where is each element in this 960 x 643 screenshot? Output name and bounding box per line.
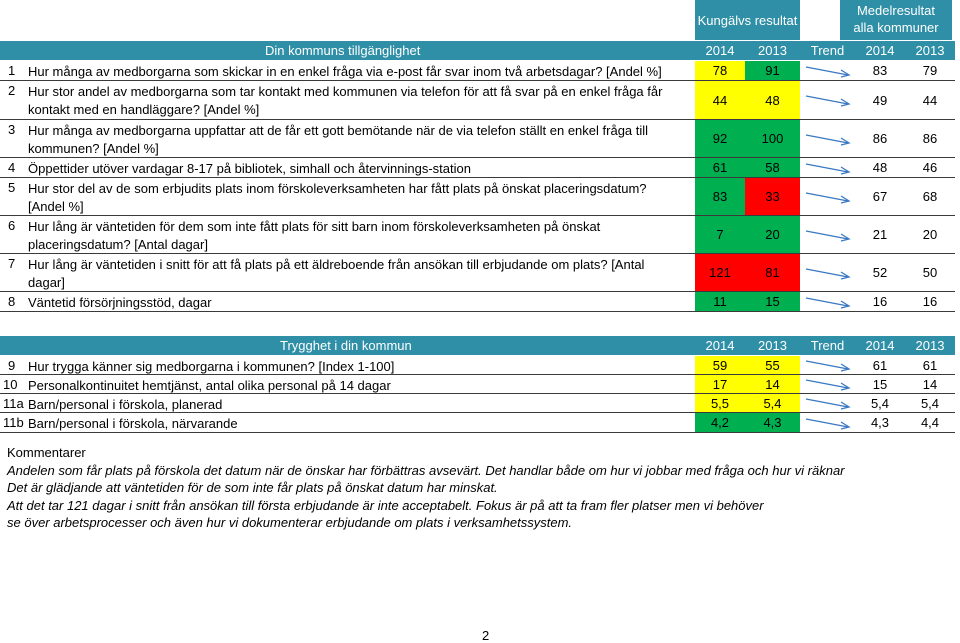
average-label-line2: alla kommuner [853,20,939,35]
question-line: Barn/personal i förskola, närvarande [28,416,238,431]
table-row [0,356,955,375]
trend-arrow-icon [804,358,852,372]
value-2014: 11 [695,292,745,311]
trend-arrow-icon [804,266,852,280]
row-number: 5 [8,180,16,195]
question-text [28,358,678,376]
question-text [28,83,678,119]
value-2014: 17 [695,375,745,393]
avg-value-2014: 67 [872,189,888,204]
avg-value-2014: 5,4 [870,395,890,411]
row-number: 10 [3,377,18,392]
avg-value-2013: 44 [922,92,938,108]
avg-value-2013: 86 [922,131,938,146]
value-2013: 81 [745,254,800,291]
value-2014: 92 [695,120,745,157]
trend-cell [800,413,855,432]
row-number: 2 [8,83,16,98]
section2-header [0,336,955,355]
comment-line: Att det tar 121 dagar i snitt från ansökan till första erbjudande är inte acceptabelt. Fokus är på att ta fram fler platser men vi behöver [7,497,764,513]
value-2013: 20 [745,216,800,253]
section1-table [0,61,955,312]
value-2013: 14 [745,375,800,393]
question-text [28,294,678,312]
section2-table [0,356,955,433]
trend-cell [800,375,855,393]
question-text [28,377,678,395]
table-row [0,158,955,178]
avg-value-2014: 52 [872,265,888,280]
question-text [28,122,678,158]
question-line: Hur många av medborgarna uppfattar att de får ett gott bemötande när de via telefon ställt en enkel fråga till [28,123,649,138]
row-number: 3 [8,122,16,137]
value-2014: 44 [695,81,745,119]
trend-arrow-icon [804,295,852,309]
section2-title: Trygghet i din kommun [280,338,412,353]
question-text [28,256,678,292]
trend-cell [800,292,855,311]
question-line: [Andel %] [28,199,84,214]
row-number: 1 [8,63,16,78]
avg-value-2013: 79 [922,63,938,78]
table-row [0,216,955,254]
table-row [0,61,955,81]
col-2013: 2013 [758,43,787,58]
row-number: 4 [8,160,16,175]
value-2014: 59 [695,356,745,374]
section1-header [0,41,955,60]
value-2013: 58 [745,158,800,177]
col-2014: 2014 [705,43,735,58]
col-avg-2013: 2013 [915,338,945,353]
avg-value-2013: 14 [922,376,938,392]
value-2014: 4,2 [695,413,745,432]
col-trend: Trend [810,43,845,58]
trend-arrow-icon [804,161,852,175]
value-2013: 100 [745,120,800,157]
avg-value-2014: 61 [872,357,888,373]
table-row [0,375,955,394]
avg-value-2014: 16 [872,294,888,309]
value-2014: 7 [695,216,745,253]
trend-cell [800,356,855,374]
question-text [28,180,678,216]
col-avg-2013: 2013 [915,43,945,58]
comment-line: Andelen som får plats på förskola det datum när de önskar har förbättras avsevärt. Det handlar både om hur vi jobbar med fråga och hur vi räknar [7,462,845,478]
row-number: 7 [8,256,16,271]
avg-value-2013: 5,4 [920,395,940,411]
avg-value-2013: 46 [922,160,938,175]
question-text [28,218,678,254]
comment-line: se över arbetsprocesser och även hur vi dokumenterar erbjudande om plats i verksamhetssystem. [7,515,573,530]
trend-arrow-icon [804,132,852,146]
row-number: 11a [3,396,24,411]
value-2014: 121 [695,254,745,291]
question-line: placeringsdatum? [Antal dagar] [28,237,208,252]
trend-arrow-icon [804,64,852,78]
question-line: dagar] [28,275,65,290]
section1-title: Din kommuns tillgänglighet [265,43,421,58]
comment-line: Det är glädjande att väntetiden för de som inte får plats på önskat datum har minskat. [7,480,498,495]
value-2013: 5,4 [745,394,800,412]
table-row [0,81,955,120]
average-result-label [840,0,952,40]
question-line: Öppettider utöver vardagar 8-17 på bibliotek, simhall och återvinnings-station [28,161,471,176]
value-2013: 15 [745,292,800,311]
col-2014: 2014 [705,338,735,353]
comments [7,444,845,532]
avg-value-2014: 49 [872,92,888,108]
value-2014: 83 [695,178,745,215]
value-2013: 55 [745,356,800,374]
trend-arrow-icon [804,377,852,391]
value-2013: 48 [745,81,800,119]
question-line: Personalkontinuitet hemtjänst, antal olika personal på 14 dagar [28,378,391,393]
trend-arrow-icon [804,228,852,242]
value-2014: 5,5 [695,394,745,412]
table-row [0,413,955,433]
page-number: 2 [482,628,490,643]
value-2014: 61 [695,158,745,177]
kommun-result-label: Kungälvs resultat [695,0,800,40]
question-line: Hur trygga känner sig medborgarna i kommunen? [Index 1-100] [28,359,395,374]
avg-value-2014: 15 [872,376,888,392]
trend-arrow-icon [804,93,852,107]
row-number: 6 [8,218,16,233]
row-number: 9 [8,358,16,373]
row-number: 8 [8,294,16,309]
question-line: Väntetid försörjningsstöd, dagar [28,295,212,310]
comments-heading: Kommentarer [7,445,86,460]
question-line: kontakt med en handläggare? [Andel %] [28,102,260,117]
trend-cell [800,120,855,157]
value-2013: 33 [745,178,800,215]
question-line: Hur stor andel av medborgarna som tar kontakt med kommunen via telefon för att få svar på en enkel fråga får [28,84,663,99]
avg-value-2013: 61 [922,357,938,373]
avg-value-2014: 83 [872,63,888,78]
trend-cell [800,394,855,412]
trend-cell [800,178,855,215]
question-text [28,63,678,81]
avg-value-2014: 21 [872,227,888,242]
avg-value-2013: 68 [922,189,938,204]
avg-value-2013: 50 [922,265,938,280]
trend-arrow-icon [804,190,852,204]
average-label-line1: Medelresultat [856,3,936,18]
question-text [28,415,678,433]
value-2014: 78 [695,61,745,80]
question-line: Barn/personal i förskola, planerad [28,397,223,412]
table-row [0,292,955,312]
question-line: Hur stor del av de som erbjudits plats inom förskoleverksamheten har fått plats på önskat placeringsdatum? [28,181,647,196]
trend-cell [800,61,855,80]
trend-cell [800,81,855,119]
col-2013: 2013 [758,338,787,353]
col-avg-2014: 2014 [865,43,895,58]
avg-value-2014: 48 [872,160,888,175]
trend-cell [800,158,855,177]
question-text [28,160,678,178]
table-row [0,120,955,158]
trend-cell [800,216,855,253]
top-header [0,0,960,40]
trend-arrow-icon [804,396,852,410]
trend-arrow-icon [804,416,852,430]
table-row [0,394,955,413]
table-row [0,254,955,292]
col-avg-2014: 2014 [865,338,895,353]
question-line: kommunen? [Andel %] [28,141,159,156]
col-trend: Trend [810,338,845,353]
avg-value-2014: 86 [872,131,888,146]
avg-value-2014: 4,3 [870,415,890,430]
value-2013: 91 [745,61,800,80]
trend-cell [800,254,855,291]
value-2013: 4,3 [745,413,800,432]
row-number: 11b [3,415,24,430]
avg-value-2013: 4,4 [920,415,940,430]
table-row [0,178,955,216]
avg-value-2013: 16 [922,294,938,309]
avg-value-2013: 20 [922,227,938,242]
question-line: Hur lång är väntetiden för dem som inte fått plats för sitt barn inom förskoleverksamheten på önskat [28,219,601,234]
question-text [28,396,678,414]
question-line: Hur många av medborgarna som skickar in en enkel fråga via e-post får svar inom två arbetsdagar? [Andel %] [28,64,662,79]
question-line: Hur lång är väntetiden i snitt för att få plats på ett äldreboende från ansökan till erbjudande om plats? [Antal [28,257,645,272]
